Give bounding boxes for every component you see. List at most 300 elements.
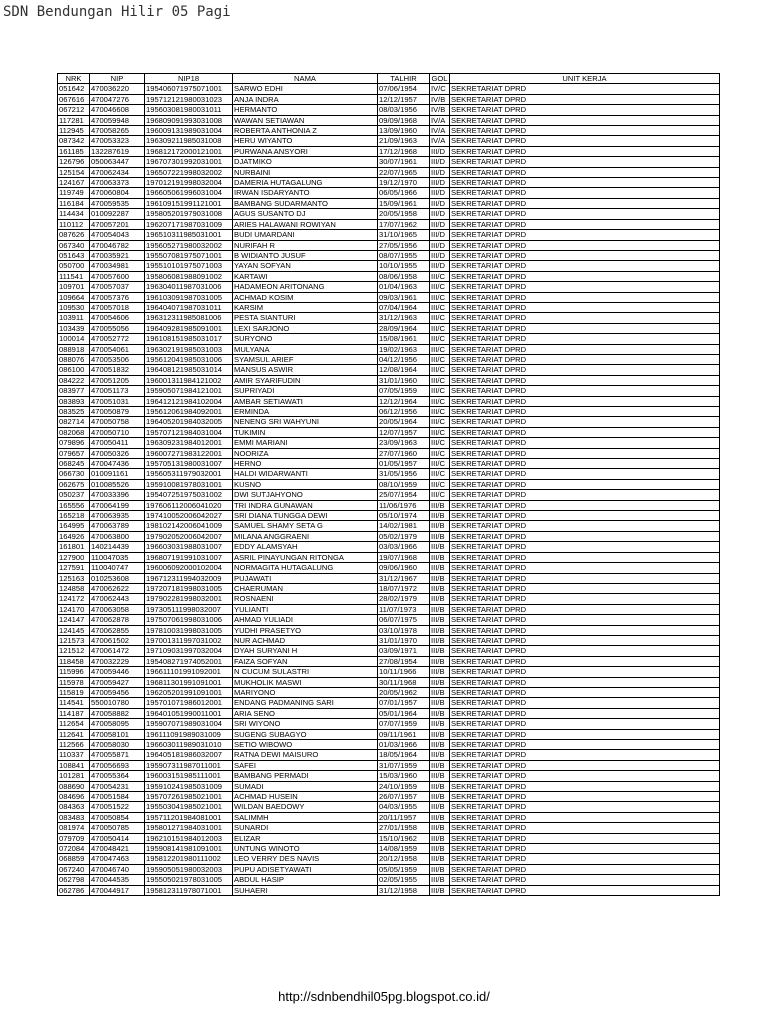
- cell-talhir: 22/07/1965: [378, 167, 430, 177]
- table-row: [58, 313, 720, 323]
- table-row: [58, 105, 720, 115]
- cell-nama: SARWO EDHI: [233, 84, 378, 94]
- cell-gol: III/C: [430, 354, 450, 364]
- table-row: [58, 646, 720, 656]
- cell-nip18: 196205201991091001: [145, 687, 233, 697]
- cell-unit-kerja: SEKRETARIAT DPRD: [450, 885, 720, 895]
- cell-nrk: 115996: [58, 667, 90, 677]
- cell-gol: III/C: [430, 375, 450, 385]
- cell-nip: 470056693: [90, 760, 145, 770]
- cell-nrk: 072084: [58, 844, 90, 854]
- cell-nip18: 196006092000102004: [145, 563, 233, 573]
- cell-gol: III/B: [430, 812, 450, 822]
- cell-talhir: 06/07/1975: [378, 615, 430, 625]
- cell-gol: III/B: [430, 885, 450, 895]
- cell-nip18: 196001311984121002: [145, 375, 233, 385]
- cell-nip: 470050710: [90, 427, 145, 437]
- cell-unit-kerja: SEKRETARIAT DPRD: [450, 178, 720, 188]
- cell-nrk: 088076: [58, 354, 90, 364]
- cell-nip18: 195510101975071003: [145, 261, 233, 271]
- cell-nrk: 109530: [58, 302, 90, 312]
- cell-nrk: 126796: [58, 157, 90, 167]
- cell-unit-kerja: SEKRETARIAT DPRD: [450, 844, 720, 854]
- cell-talhir: 31/12/1967: [378, 573, 430, 583]
- cell-unit-kerja: SEKRETARIAT DPRD: [450, 282, 720, 292]
- cell-nip: 010092287: [90, 209, 145, 219]
- cell-nip: 470062878: [90, 615, 145, 625]
- cell-nip18: 196409281985091001: [145, 323, 233, 333]
- cell-talhir: 17/07/1962: [378, 219, 430, 229]
- cell-talhir: 19/02/1963: [378, 344, 430, 354]
- cell-nrk: 125163: [58, 573, 90, 583]
- cell-talhir: 23/09/1963: [378, 438, 430, 448]
- cell-nrk: 165556: [58, 500, 90, 510]
- cell-talhir: 04/03/1955: [378, 802, 430, 812]
- cell-nrk: 112641: [58, 729, 90, 739]
- cell-nama: BUDI UMARDANI: [233, 230, 378, 240]
- cell-talhir: 05/02/1979: [378, 531, 430, 541]
- cell-unit-kerja: SEKRETARIAT DPRD: [450, 708, 720, 718]
- cell-nama: WILDAN BAEDOWY: [233, 802, 378, 812]
- table-row: [58, 417, 720, 427]
- cell-unit-kerja: SEKRETARIAT DPRD: [450, 94, 720, 104]
- cell-nama: BAMBANG SUDARMANTO: [233, 198, 378, 208]
- cell-gol: III/B: [430, 698, 450, 708]
- cell-gol: III/D: [430, 167, 450, 177]
- table-row: [58, 729, 720, 739]
- cell-nama: LEO VERRY DES NAVIS: [233, 854, 378, 864]
- cell-nama: NURIFAH R: [233, 240, 378, 250]
- cell-nip: 470054043: [90, 230, 145, 240]
- cell-nip: 110047035: [90, 552, 145, 562]
- cell-nip18: 195507081975071001: [145, 250, 233, 260]
- cell-talhir: 09/06/1960: [378, 563, 430, 573]
- cell-nrk: 066730: [58, 469, 90, 479]
- cell-unit-kerja: SEKRETARIAT DPRD: [450, 354, 720, 364]
- cell-nrk: 124145: [58, 625, 90, 635]
- cell-gol: IV/A: [430, 126, 450, 136]
- cell-talhir: 14/02/1981: [378, 521, 430, 531]
- cell-nip18: 197109031997032004: [145, 646, 233, 656]
- cell-nip: 470051832: [90, 365, 145, 375]
- table-row: [58, 302, 720, 312]
- table-row: [58, 615, 720, 625]
- cell-nip18: 197207181998031005: [145, 583, 233, 593]
- cell-unit-kerja: SEKRETARIAT DPRD: [450, 313, 720, 323]
- cell-nrk: 087342: [58, 136, 90, 146]
- cell-nip18: 196401051990011001: [145, 708, 233, 718]
- cell-nama: NOORIZA: [233, 448, 378, 458]
- cell-nip18: 195910241985031009: [145, 781, 233, 791]
- cell-nip18: 197507061998031006: [145, 615, 233, 625]
- cell-nip: 470059948: [90, 115, 145, 125]
- cell-gol: III/B: [430, 864, 450, 874]
- cell-nrk: 082714: [58, 417, 90, 427]
- cell-nama: PESTA SIANTURI: [233, 313, 378, 323]
- cell-nip: 470062622: [90, 583, 145, 593]
- cell-talhir: 14/08/1959: [378, 844, 430, 854]
- cell-nip: 470050411: [90, 438, 145, 448]
- cell-talhir: 01/04/1963: [378, 282, 430, 292]
- table-row: [58, 448, 720, 458]
- cell-unit-kerja: SEKRETARIAT DPRD: [450, 573, 720, 583]
- cell-gol: III/B: [430, 604, 450, 614]
- table-row: [58, 407, 720, 417]
- cell-nrk: 112945: [58, 126, 90, 136]
- cell-unit-kerja: SEKRETARIAT DPRD: [450, 219, 720, 229]
- cell-talhir: 09/09/1968: [378, 115, 430, 125]
- cell-nama: PUPU ADISETYAWATI: [233, 864, 378, 874]
- table-row: [58, 219, 720, 229]
- cell-gol: III/B: [430, 823, 450, 833]
- cell-unit-kerja: SEKRETARIAT DPRD: [450, 438, 720, 448]
- cell-unit-kerja: SEKRETARIAT DPRD: [450, 188, 720, 198]
- cell-nama: CHAERUMAN: [233, 583, 378, 593]
- cell-talhir: 01/03/1966: [378, 740, 430, 750]
- cell-nip18: 196405181986032007: [145, 750, 233, 760]
- cell-nama: B WIDIANTO JUSUF: [233, 250, 378, 260]
- header-unit-kerja: UNIT KERJA: [450, 74, 720, 84]
- cell-nrk: 109664: [58, 292, 90, 302]
- cell-nrk: 103911: [58, 313, 90, 323]
- cell-gol: III/C: [430, 427, 450, 437]
- cell-nama: WAWAN SETIAWAN: [233, 115, 378, 125]
- cell-unit-kerja: SEKRETARIAT DPRD: [450, 323, 720, 333]
- cell-nrk: 110112: [58, 219, 90, 229]
- cell-gol: III/D: [430, 157, 450, 167]
- cell-nrk: 083977: [58, 386, 90, 396]
- cell-nama: ELIZAR: [233, 833, 378, 843]
- cell-unit-kerja: SEKRETARIAT DPRD: [450, 302, 720, 312]
- cell-talhir: 19/07/1968: [378, 552, 430, 562]
- table-row: [58, 552, 720, 562]
- cell-nip18: 196507221998032002: [145, 167, 233, 177]
- cell-unit-kerja: SEKRETARIAT DPRD: [450, 646, 720, 656]
- cell-nip18: 195801271984031001: [145, 823, 233, 833]
- cell-nama: N CUCUM SULASTRI: [233, 667, 378, 677]
- cell-nip18: 196003151985111001: [145, 771, 233, 781]
- cell-nama: ROSNAENI: [233, 594, 378, 604]
- cell-gol: III/B: [430, 521, 450, 531]
- cell-unit-kerja: SEKRETARIAT DPRD: [450, 823, 720, 833]
- table-row: [58, 354, 720, 364]
- cell-talhir: 10/11/1966: [378, 667, 430, 677]
- table-row: [58, 282, 720, 292]
- table-row: [58, 771, 720, 781]
- cell-nip: 470063935: [90, 511, 145, 521]
- cell-talhir: 27/01/1958: [378, 823, 430, 833]
- cell-gol: III/B: [430, 854, 450, 864]
- cell-unit-kerja: SEKRETARIAT DPRD: [450, 427, 720, 437]
- cell-talhir: 18/05/1964: [378, 750, 430, 760]
- cell-nama: SAMUEL SHAMY SETA G: [233, 521, 378, 531]
- table-row: [58, 594, 720, 604]
- cell-gol: IV/C: [430, 84, 450, 94]
- cell-nrk: 164926: [58, 531, 90, 541]
- cell-nama: FAIZA SOFYAN: [233, 656, 378, 666]
- cell-nip18: 196707301992031001: [145, 157, 233, 167]
- cell-unit-kerja: SEKRETARIAT DPRD: [450, 146, 720, 156]
- cell-nrk: 087626: [58, 230, 90, 240]
- cell-nip: 470047436: [90, 459, 145, 469]
- cell-nip: 470047463: [90, 854, 145, 864]
- cell-gol: III/B: [430, 573, 450, 583]
- table-row: [58, 365, 720, 375]
- cell-unit-kerja: SEKRETARIAT DPRD: [450, 407, 720, 417]
- cell-nama: SRI WIYONO: [233, 719, 378, 729]
- cell-nip18: 195603081980031011: [145, 105, 233, 115]
- cell-talhir: 12/12/1964: [378, 396, 430, 406]
- cell-nip: 470036220: [90, 84, 145, 94]
- cell-gol: III/B: [430, 740, 450, 750]
- cell-nip: 010091161: [90, 469, 145, 479]
- cell-nrk: 062675: [58, 479, 90, 489]
- cell-unit-kerja: SEKRETARIAT DPRD: [450, 833, 720, 843]
- cell-nrk: 110337: [58, 750, 90, 760]
- cell-nrk: 088690: [58, 781, 90, 791]
- cell-talhir: 12/07/1957: [378, 427, 430, 437]
- table-row: [58, 334, 720, 344]
- cell-nip18: 195907311987011001: [145, 760, 233, 770]
- table-row: [58, 469, 720, 479]
- cell-nip18: 195503041985021001: [145, 802, 233, 812]
- cell-nip18: 195605311979032001: [145, 469, 233, 479]
- cell-nip18: 196603011989031010: [145, 740, 233, 750]
- table-row: [58, 188, 720, 198]
- cell-unit-kerja: SEKRETARIAT DPRD: [450, 386, 720, 396]
- cell-talhir: 31/01/1960: [378, 375, 430, 385]
- cell-nip: 470046740: [90, 864, 145, 874]
- cell-nip: 470058265: [90, 126, 145, 136]
- cell-unit-kerja: SEKRETARIAT DPRD: [450, 344, 720, 354]
- employee-table: [57, 73, 720, 896]
- cell-unit-kerja: SEKRETARIAT DPRD: [450, 511, 720, 521]
- cell-nip18: 195406071975071001: [145, 84, 233, 94]
- cell-nama: DWI SUTJAHYONO: [233, 490, 378, 500]
- cell-nip18: 195908141981091001: [145, 844, 233, 854]
- cell-nama: NUR ACHMAD: [233, 635, 378, 645]
- cell-nama: ASRIL PINAYUNGAN RITONGA: [233, 552, 378, 562]
- cell-nip: 470062443: [90, 594, 145, 604]
- cell-talhir: 01/05/1957: [378, 459, 430, 469]
- cell-nama: AHMAD YULIADI: [233, 615, 378, 625]
- cell-nrk: 115819: [58, 687, 90, 697]
- cell-unit-kerja: SEKRETARIAT DPRD: [450, 136, 720, 146]
- cell-nrk: 114541: [58, 698, 90, 708]
- cell-nip: 470050758: [90, 417, 145, 427]
- cell-nama: TUKIMIN: [233, 427, 378, 437]
- cell-nip: 470052772: [90, 334, 145, 344]
- table-row: [58, 146, 720, 156]
- cell-nip18: 195806081988091002: [145, 271, 233, 281]
- cell-nama: ACHMAD KOSIM: [233, 292, 378, 302]
- cell-nrk: 114434: [58, 209, 90, 219]
- cell-gol: III/B: [430, 833, 450, 843]
- cell-nama: DYAH SURYANI H: [233, 646, 378, 656]
- cell-gol: III/B: [430, 646, 450, 656]
- cell-talhir: 11/06/1976: [378, 500, 430, 510]
- cell-talhir: 09/11/1961: [378, 729, 430, 739]
- cell-nama: HERNO: [233, 459, 378, 469]
- table-row: [58, 427, 720, 437]
- footer-url[interactable]: http://sdnbendhil05pg.blogspot.co.id/: [278, 989, 490, 1004]
- cell-gol: III/B: [430, 615, 450, 625]
- cell-nip18: 196207171987031009: [145, 219, 233, 229]
- cell-nip18: 196304011987031006: [145, 282, 233, 292]
- cell-nip18: 196309211985031008: [145, 136, 233, 146]
- cell-nip: 470057018: [90, 302, 145, 312]
- cell-unit-kerja: SEKRETARIAT DPRD: [450, 521, 720, 531]
- cell-talhir: 05/01/1964: [378, 708, 430, 718]
- cell-nama: SUNARDI: [233, 823, 378, 833]
- cell-nip: 470051173: [90, 386, 145, 396]
- cell-nip18: 197810031998031005: [145, 625, 233, 635]
- cell-nip: 470055871: [90, 750, 145, 760]
- cell-gol: III/B: [430, 781, 450, 791]
- cell-unit-kerja: SEKRETARIAT DPRD: [450, 812, 720, 822]
- cell-nama: KUSNO: [233, 479, 378, 489]
- cell-nip18: 196603031988031007: [145, 542, 233, 552]
- cell-unit-kerja: SEKRETARIAT DPRD: [450, 240, 720, 250]
- cell-nrk: 079896: [58, 438, 90, 448]
- cell-nrk: 083525: [58, 407, 90, 417]
- cell-unit-kerja: SEKRETARIAT DPRD: [450, 531, 720, 541]
- cell-gol: III/C: [430, 479, 450, 489]
- cell-nama: EMMI MARIANI: [233, 438, 378, 448]
- cell-gol: III/B: [430, 635, 450, 645]
- cell-nama: ENDANG PADMANING SARI: [233, 698, 378, 708]
- cell-nip: 470057201: [90, 219, 145, 229]
- cell-gol: III/C: [430, 282, 450, 292]
- cell-nip: 470057037: [90, 282, 145, 292]
- cell-unit-kerja: SEKRETARIAT DPRD: [450, 740, 720, 750]
- cell-unit-kerja: SEKRETARIAT DPRD: [450, 719, 720, 729]
- cell-unit-kerja: SEKRETARIAT DPRD: [450, 604, 720, 614]
- table-row: [58, 802, 720, 812]
- table-row: [58, 396, 720, 406]
- cell-gol: III/B: [430, 875, 450, 885]
- cell-nip: 470054061: [90, 344, 145, 354]
- cell-nip18: 197410052006042027: [145, 511, 233, 521]
- cell-gol: III/B: [430, 802, 450, 812]
- cell-unit-kerja: SEKRETARIAT DPRD: [450, 334, 720, 344]
- cell-nip18: 195612061984092001: [145, 407, 233, 417]
- cell-nrk: 103439: [58, 323, 90, 333]
- cell-gol: III/B: [430, 844, 450, 854]
- cell-nip18: 197606112006041020: [145, 500, 233, 510]
- cell-unit-kerja: SEKRETARIAT DPRD: [450, 625, 720, 635]
- cell-unit-kerja: SEKRETARIAT DPRD: [450, 459, 720, 469]
- cell-talhir: 12/12/1957: [378, 94, 430, 104]
- cell-talhir: 28/02/1979: [378, 594, 430, 604]
- cell-nip: 470058882: [90, 708, 145, 718]
- cell-unit-kerja: SEKRETARIAT DPRD: [450, 500, 720, 510]
- cell-nrk: 127900: [58, 552, 90, 562]
- table-row: [58, 292, 720, 302]
- cell-nip18: 196712311994032009: [145, 573, 233, 583]
- cell-nrk: 124167: [58, 178, 90, 188]
- cell-gol: III/B: [430, 552, 450, 562]
- cell-unit-kerja: SEKRETARIAT DPRD: [450, 667, 720, 677]
- cell-nrk: 068245: [58, 459, 90, 469]
- table-row: [58, 760, 720, 770]
- cell-nama: SUPRIYADI: [233, 386, 378, 396]
- cell-nip: 470057600: [90, 271, 145, 281]
- table-row: [58, 719, 720, 729]
- cell-nama: ABDUL HASIP: [233, 875, 378, 885]
- cell-nama: MULYANA: [233, 344, 378, 354]
- cell-unit-kerja: SEKRETARIAT DPRD: [450, 781, 720, 791]
- cell-nip: 470064199: [90, 500, 145, 510]
- cell-unit-kerja: SEKRETARIAT DPRD: [450, 656, 720, 666]
- cell-nama: SURYONO: [233, 334, 378, 344]
- cell-unit-kerja: SEKRETARIAT DPRD: [450, 594, 720, 604]
- table-row: [58, 375, 720, 385]
- cell-nrk: 100014: [58, 334, 90, 344]
- cell-unit-kerja: SEKRETARIAT DPRD: [450, 396, 720, 406]
- table-row: [58, 854, 720, 864]
- cell-nrk: 084363: [58, 802, 90, 812]
- page-title: SDN Bendungan Hilir 05 Pagi: [3, 4, 231, 20]
- cell-nama: KARSIM: [233, 302, 378, 312]
- cell-talhir: 20/05/1962: [378, 687, 430, 697]
- cell-gol: III/C: [430, 365, 450, 375]
- cell-unit-kerja: SEKRETARIAT DPRD: [450, 583, 720, 593]
- cell-nama: BAMBANG PERMADI: [233, 771, 378, 781]
- cell-gol: III/D: [430, 146, 450, 156]
- table-row: [58, 344, 720, 354]
- cell-nama: YAYAN SOFYAN: [233, 261, 378, 271]
- cell-nip18: 196811301991091001: [145, 677, 233, 687]
- cell-nama: PUJAWATI: [233, 573, 378, 583]
- cell-talhir: 26/07/1957: [378, 792, 430, 802]
- cell-talhir: 27/07/1960: [378, 448, 430, 458]
- header-nip18: NIP18: [145, 74, 233, 84]
- table-row: [58, 625, 720, 635]
- cell-talhir: 31/10/1965: [378, 230, 430, 240]
- cell-nip18: 196312311985081006: [145, 313, 233, 323]
- table-row: [58, 126, 720, 136]
- cell-talhir: 09/03/1961: [378, 292, 430, 302]
- table-row: [58, 157, 720, 167]
- cell-nama: YULIANTI: [233, 604, 378, 614]
- table-row: [58, 115, 720, 125]
- table-row: [58, 261, 720, 271]
- cell-nama: HERU WIYANTO: [233, 136, 378, 146]
- cell-nip: 470050854: [90, 812, 145, 822]
- cell-gol: III/C: [430, 438, 450, 448]
- table-row: [58, 500, 720, 510]
- cell-nrk: 124172: [58, 594, 90, 604]
- cell-unit-kerja: SEKRETARIAT DPRD: [450, 635, 720, 645]
- cell-nip18: 196812172000121001: [145, 146, 233, 156]
- cell-unit-kerja: SEKRETARIAT DPRD: [450, 230, 720, 240]
- cell-talhir: 24/10/1959: [378, 781, 430, 791]
- cell-gol: III/B: [430, 771, 450, 781]
- cell-nip18: 196309231984012001: [145, 438, 233, 448]
- cell-nrk: 050237: [58, 490, 90, 500]
- cell-gol: III/B: [430, 583, 450, 593]
- table-row: [58, 875, 720, 885]
- cell-talhir: 25/07/1954: [378, 490, 430, 500]
- cell-nip: 470044917: [90, 885, 145, 895]
- cell-gol: IV/B: [430, 105, 450, 115]
- cell-talhir: 07/05/1959: [378, 386, 430, 396]
- cell-unit-kerja: SEKRETARIAT DPRD: [450, 365, 720, 375]
- cell-nip18: 197902281998032001: [145, 594, 233, 604]
- cell-nip: 110040747: [90, 563, 145, 573]
- cell-gol: III/B: [430, 594, 450, 604]
